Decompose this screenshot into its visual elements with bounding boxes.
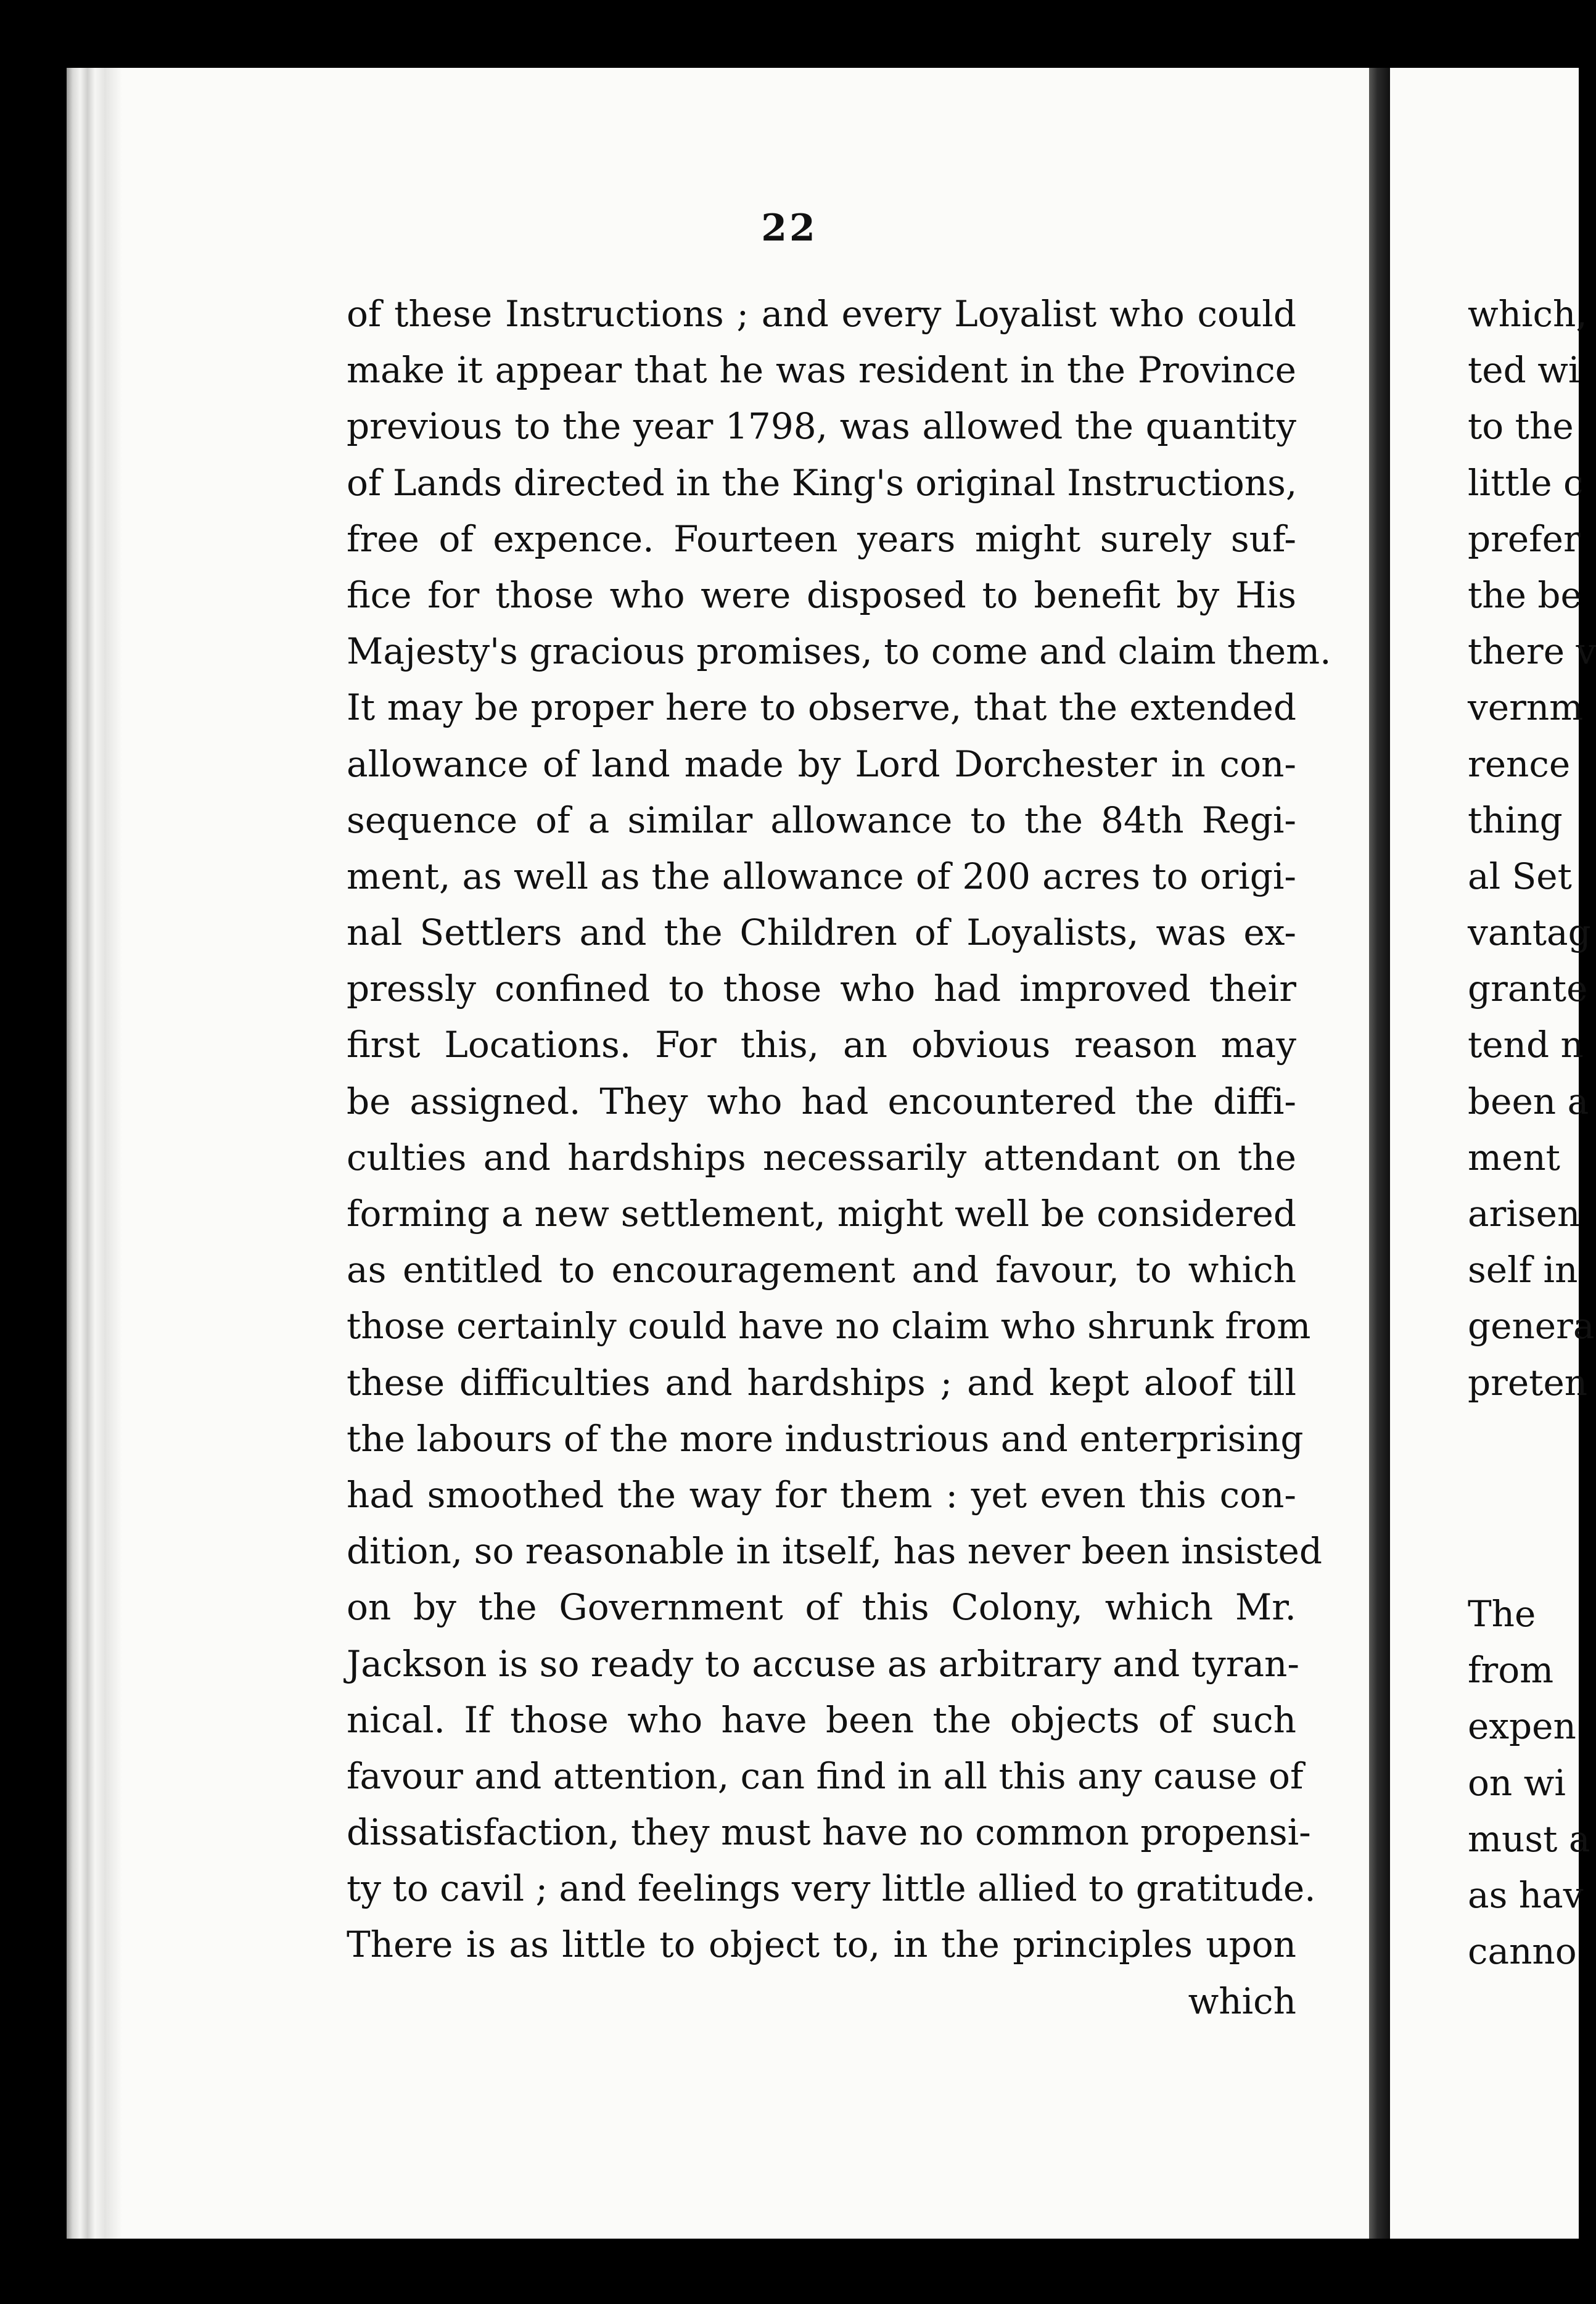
text-line: on by the Government of this Colony, which Mr.	[347, 1586, 1296, 1629]
facing-text-line: thing	[1468, 799, 1563, 841]
text-line: There is as little to object to, in the principles upon	[347, 1923, 1296, 1966]
page-number-text: 22	[761, 207, 818, 250]
text-line: the labours of the more industrious and enterprising	[347, 1417, 1304, 1460]
text-line: allowance of land made by Lord Dorchester in con-	[347, 743, 1296, 785]
text-line: of these Instructions ; and every Loyalist who could	[347, 293, 1296, 335]
facing-text-line: from	[1468, 1649, 1554, 1692]
facing-text-line: arisen	[1468, 1193, 1581, 1235]
text-line: It may be proper here to observe, that the extended	[347, 686, 1296, 729]
left-page-binding-edge	[67, 68, 141, 2239]
facing-text-line: preten	[1468, 1361, 1588, 1404]
facing-text-line: grante	[1468, 968, 1588, 1010]
text-line: culties and hardships necessarily attendant on the	[347, 1136, 1296, 1179]
facing-page-text-bottom	[1468, 1586, 1590, 1980]
facing-text-line: the be	[1468, 574, 1582, 616]
text-line: ment, as well as the allowance of 200 acres to origi-	[347, 855, 1296, 897]
text-line: Majesty's gracious promises, to come and claim them.	[347, 630, 1331, 673]
facing-text-line: expen	[1468, 1705, 1576, 1748]
facing-text-line: genera	[1468, 1305, 1595, 1347]
text-line: dition, so reasonable in itself, has never been insisted	[347, 1530, 1322, 1573]
catchword: which	[1188, 1980, 1296, 2022]
text-line: sequence of a similar allowance to the 84th Regi-	[347, 799, 1296, 841]
text-line: nical. If those who have been the objects of such	[347, 1698, 1296, 1741]
facing-text-line: which,	[1468, 293, 1587, 335]
text-line: pressly confined to those who had improved their	[347, 968, 1296, 1010]
facing-text-line: as hav	[1468, 1874, 1584, 1916]
text-line: nal Settlers and the Children of Loyalists, was ex-	[347, 911, 1296, 954]
text-line: as entitled to encouragement and favour, to which	[347, 1249, 1296, 1291]
facing-text-line: vantag	[1468, 911, 1591, 954]
facing-text-line: prefer	[1468, 517, 1581, 560]
text-line: of Lands directed in the King's original Instructions,	[347, 461, 1298, 504]
text-line: had smoothed the way for them : yet even this con-	[347, 1473, 1296, 1516]
page-body-text	[347, 286, 1331, 2030]
page-number	[0, 207, 1579, 250]
facing-text-line: tend n	[1468, 1024, 1584, 1066]
facing-text-line: canno	[1468, 1930, 1577, 1973]
text-line: favour and attention, can find in all this any cause of	[347, 1755, 1304, 1797]
text-line: these difficulties and hardships ; and kept aloof till	[347, 1361, 1296, 1404]
facing-text-line: little c	[1468, 461, 1584, 504]
text-line: forming a new settlement, might well be considered	[347, 1193, 1296, 1235]
facing-text-line: on wi	[1468, 1761, 1566, 1804]
text-line: ty to cavil ; and feelings very little allied to gratitude.	[347, 1867, 1316, 1910]
text-line: Jackson is so ready to accuse as arbitrary and tyran-	[347, 1642, 1299, 1685]
facing-text-line: ment	[1468, 1136, 1560, 1179]
facing-text-line: must a	[1468, 1817, 1590, 1860]
facing-text-line: The	[1468, 1593, 1536, 1635]
facing-text-line: self in	[1468, 1249, 1578, 1291]
facing-text-line: al Set	[1468, 855, 1572, 897]
facing-text-line: there v	[1468, 630, 1596, 673]
text-line: dissatisfaction, they must have no common propensi-	[347, 1811, 1311, 1854]
facing-text-line: vernm	[1468, 686, 1584, 729]
text-line: those certainly could have no claim who shrunk from	[347, 1305, 1311, 1347]
facing-text-line: rence	[1468, 743, 1571, 785]
text-line: fice for those who were disposed to benefit by His	[347, 574, 1296, 616]
text-line: make it appear that he was resident in the Province	[347, 349, 1296, 392]
facing-text-line: been a	[1468, 1080, 1589, 1122]
text-line: previous to the year 1798, was allowed the quantity	[347, 405, 1296, 448]
book-gutter	[1369, 68, 1390, 2239]
text-line: first Locations. For this, an obvious reason may	[347, 1024, 1296, 1066]
facing-text-line: ted wi	[1468, 349, 1580, 392]
text-line: be assigned. They who had encountered the diffi-	[347, 1080, 1296, 1122]
facing-text-line: to the	[1468, 405, 1574, 448]
text-line: free of expence. Fourteen years might surely suf-	[347, 517, 1296, 560]
facing-page-text-top	[1468, 286, 1596, 1411]
